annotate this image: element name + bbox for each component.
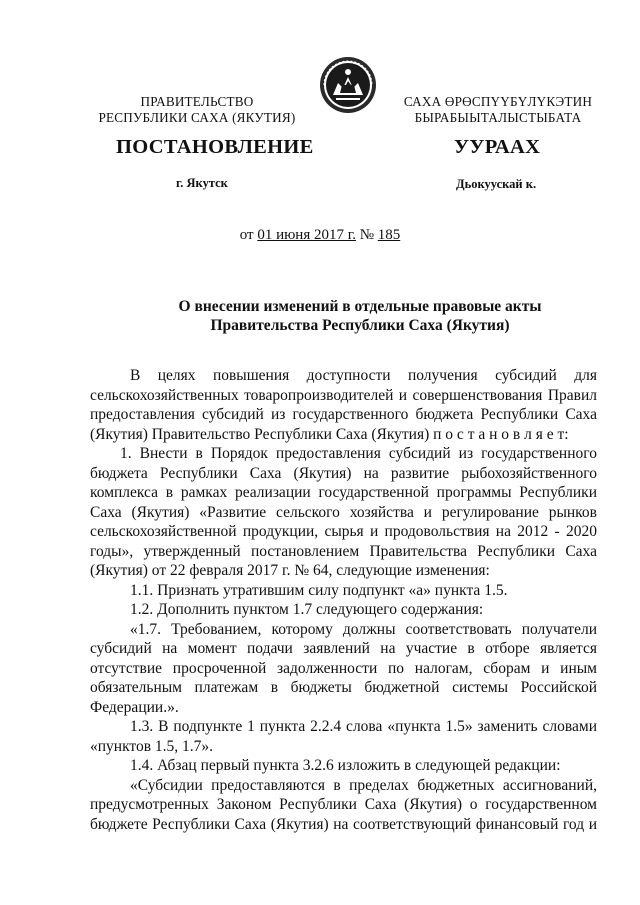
document-dateline — [0, 227, 640, 244]
city-sah: Дьокуускай к. — [456, 177, 537, 191]
paragraph-1-1: 1.1. Признать утратившим силу подпункт «а» пункта 1.5. — [130, 581, 508, 599]
document-body — [90, 366, 597, 834]
paragraph-1-4: 1.4. Абзац первый пункта 3.2.6 изложить в следующей редакции: — [130, 757, 561, 774]
subject-line-1: О внесении изменений в отдельные правовые акты — [178, 298, 542, 315]
date-prefix: от — [239, 227, 254, 243]
document-date: 01 июня 2017 г. — [257, 227, 356, 243]
resolve-word: п о с т а н о в л я е т: — [433, 425, 569, 443]
city-ru: г. Якутск — [176, 176, 228, 190]
subject-line-2: Правительства Республики Саха (Якутия) — [210, 317, 510, 334]
left-org-line-2: РЕСПУБЛИКИ САХА (ЯКУТИЯ) — [98, 110, 296, 125]
paragraph-1: 1. Внести в Порядок предоставления субсидий из государственного бюджета Республики Саха (Якутия) на развитие рыбохозяйственного комплекса в рамках реализации государственной программы Республики Саха (Якутия) «Развитие сельского хозяйства и регулирование рынков сельскохозяйственной продукции, сырья и продовольствия на 2012 - 2020 годы», утвержденный постановлением Правительства Республики Саха (Якутия) от 22 февраля 2017 г. № 64, следующие изменения: — [90, 445, 597, 579]
preamble-text: В целях повышения доступности получения субсидий для сельскохозяйственных товаропроизводителей и совершенствования Правил предоставления субсидий из государственного бюджета Республики Саха (Якутия) Правительство Республики Саха (Якутия) — [90, 367, 597, 443]
paragraph-1-3: 1.3. В подпункте 1 пункта 2.2.4 слова «пункта 1.5» заменить словами «пунктов 1.5, 1.7». — [90, 718, 597, 755]
paragraph-1-7-quote: «1.7. Требованием, которому должны соответствовать получатели субсидий на момент подачи заявлений на участие в отборе является отсутствие просроченной задолженности по налогам, сборам и иным обязательным платежам в бюджеты бюджетной системы Российской Федерации.». — [90, 620, 597, 716]
preamble-paragraph — [90, 366, 597, 444]
document-number: 185 — [377, 227, 401, 243]
number-sign: № — [359, 227, 375, 243]
right-organization-name — [388, 94, 608, 126]
right-org-line-1: САХА ӨРӨСПҮҮБҮЛҮКЭТИН — [403, 94, 593, 109]
document-type-title-ru: ПОСТАНОВЛЕНИЕ — [116, 136, 314, 158]
left-organization-name — [92, 94, 302, 126]
paragraph-quote-subsidies: «Субсидии предоставляются в пределах бюджетных ассигнований, предусмотренных Законом Республики Саха (Якутия) о государственном бюджете Республики Саха (Якутия) на соответствующий финансовый год и — [90, 776, 597, 833]
left-org-line-1: ПРАВИТЕЛЬСТВО — [140, 94, 254, 109]
paragraph-1-2: 1.2. Дополнить пунктом 1.7 следующего содержания: — [130, 601, 484, 618]
document-subject — [90, 297, 630, 335]
right-org-line-2: БЫРАБЫЫТАЛЫСТЫБАТА — [414, 110, 582, 125]
coat-of-arms-icon — [318, 55, 378, 115]
document-type-title-sah: УУРААХ — [454, 136, 541, 158]
